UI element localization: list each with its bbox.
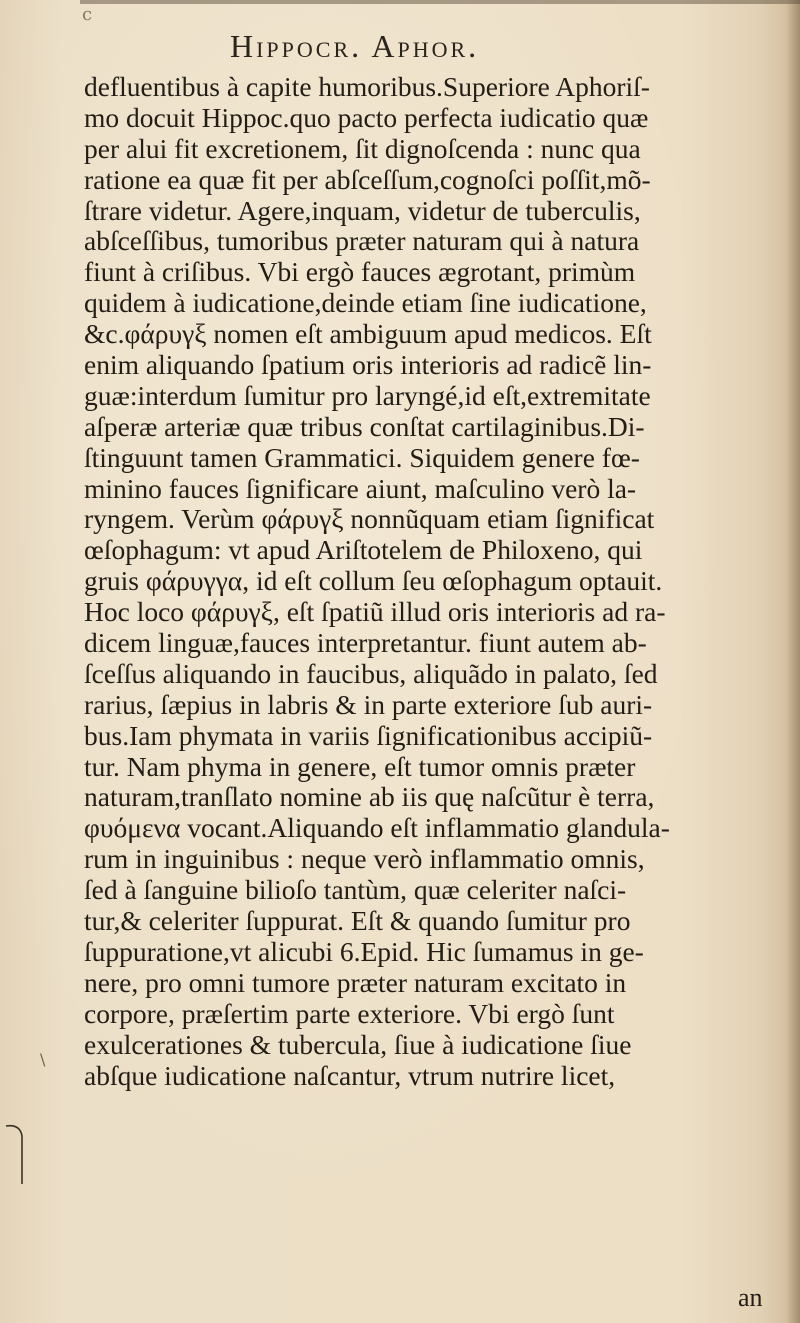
text-line: nere, pro omni tumore præter naturam excitato in [84, 966, 627, 998]
text-line: gruis φάρυγγα, id eſt collum ſeu œſophagum optauit. [84, 565, 663, 597]
text-line: fiunt à criſibus. Vbi ergò fauces ægrotant, primùm [84, 256, 636, 288]
text-line: defluentibus à capite humoribus.Superiore Aphoriſ- [84, 71, 650, 102]
text-line: bus.Iam phymata in variis ſignificationibus accipiũ- [84, 719, 653, 751]
text-line: ſceſſus aliquando in faucibus, aliquãdo in palato, ſed [84, 657, 658, 689]
margin-mark: c [82, 4, 93, 25]
text-line: ryngem. Verùm φάρυγξ nonnũquam etiam ſignificat [84, 503, 655, 535]
running-head: Hippocr. Aphor. [230, 28, 480, 64]
gutter-shadow [786, 0, 800, 1323]
text-line: tur,& celeriter ſuppurat. Eſt & quando ſumitur pro [84, 905, 631, 937]
text-line: rum in inguinibus : neque verò inflammatio omnis, [84, 843, 645, 875]
text-line: rarius, ſæpius in labris & in parte exteriore ſub auri- [84, 688, 653, 720]
text-line: ſed à ſanguine bilioſo tantùm, quæ celeriter naſci- [84, 874, 627, 906]
text-line: per alui fit excretionem, ſit dignoſcenda : nunc qua [84, 132, 641, 164]
text-line: quidem à iudicatione,deinde etiam ſine iudicatione, [84, 287, 647, 319]
text-line: dicem linguæ,fauces interpretantur. fiunt autem ab- [84, 627, 647, 659]
text-line: Hoc loco φάρυγξ, eſt ſpatiũ illud oris interioris ad ra- [84, 596, 666, 628]
text-line: tur. Nam phyma in genere, eſt tumor omnis præter [84, 750, 636, 782]
text-line: ſtinguunt tamen Grammatici. Siquidem genere fœ- [84, 441, 640, 473]
text-line: ratione ea quæ fit per abſceſſum,cognoſci poſſit,mõ- [84, 163, 651, 195]
text-line: abſque iudicatione naſcantur, vtrum nutrire licet, [84, 1059, 616, 1091]
text-line: œſophagum: vt apud Ariſtotelem de Philoxeno, qui [84, 534, 643, 566]
text-line: ſuppuratione,vt alicubi 6.Epid. Hic ſumamus in ge- [84, 935, 644, 967]
text-line: minino fauces ſignificare aiunt, maſculino verò la- [84, 472, 637, 504]
text-line: exulcerationes & tubercula, ſiue à iudicatione ſiue [84, 1028, 632, 1060]
margin-bracket-mark [2, 1120, 30, 1190]
top-border-rule [80, 0, 800, 4]
catchword: an [738, 1283, 763, 1312]
text-line: enim aliquando ſpatium oris interioris ad radicẽ lin- [84, 349, 652, 381]
text-line: φυόμενα vocant.Aliquando eſt inflammatio glandula- [84, 812, 670, 844]
text-line: naturam,tranſlato nomine ab iis quę naſcũtur è terra, [84, 781, 655, 813]
margin-tick-mark: \ [40, 1050, 46, 1069]
text-line: ſtrare videtur. Agere,inquam, videtur de tuberculis, [84, 194, 641, 226]
body-text [84, 72, 778, 1091]
text-line: mo docuit Hippoc.quo pacto perfecta iudicatio quæ [84, 101, 649, 133]
text-line: guæ:interdum ſumitur pro laryngé,id eſt,extremitate [84, 379, 651, 411]
text-line: corpore, præſertim parte exteriore. Vbi ergò ſunt [84, 997, 615, 1029]
text-line: aſperæ arteriæ quæ tribus conſtat cartilaginibus.Di- [84, 410, 645, 442]
text-line: &c.φάρυγξ nomen eſt ambiguum apud medicos. Eſt [84, 318, 652, 350]
text-line: abſceſſibus, tumoribus præter naturam qui à natura [84, 225, 640, 257]
